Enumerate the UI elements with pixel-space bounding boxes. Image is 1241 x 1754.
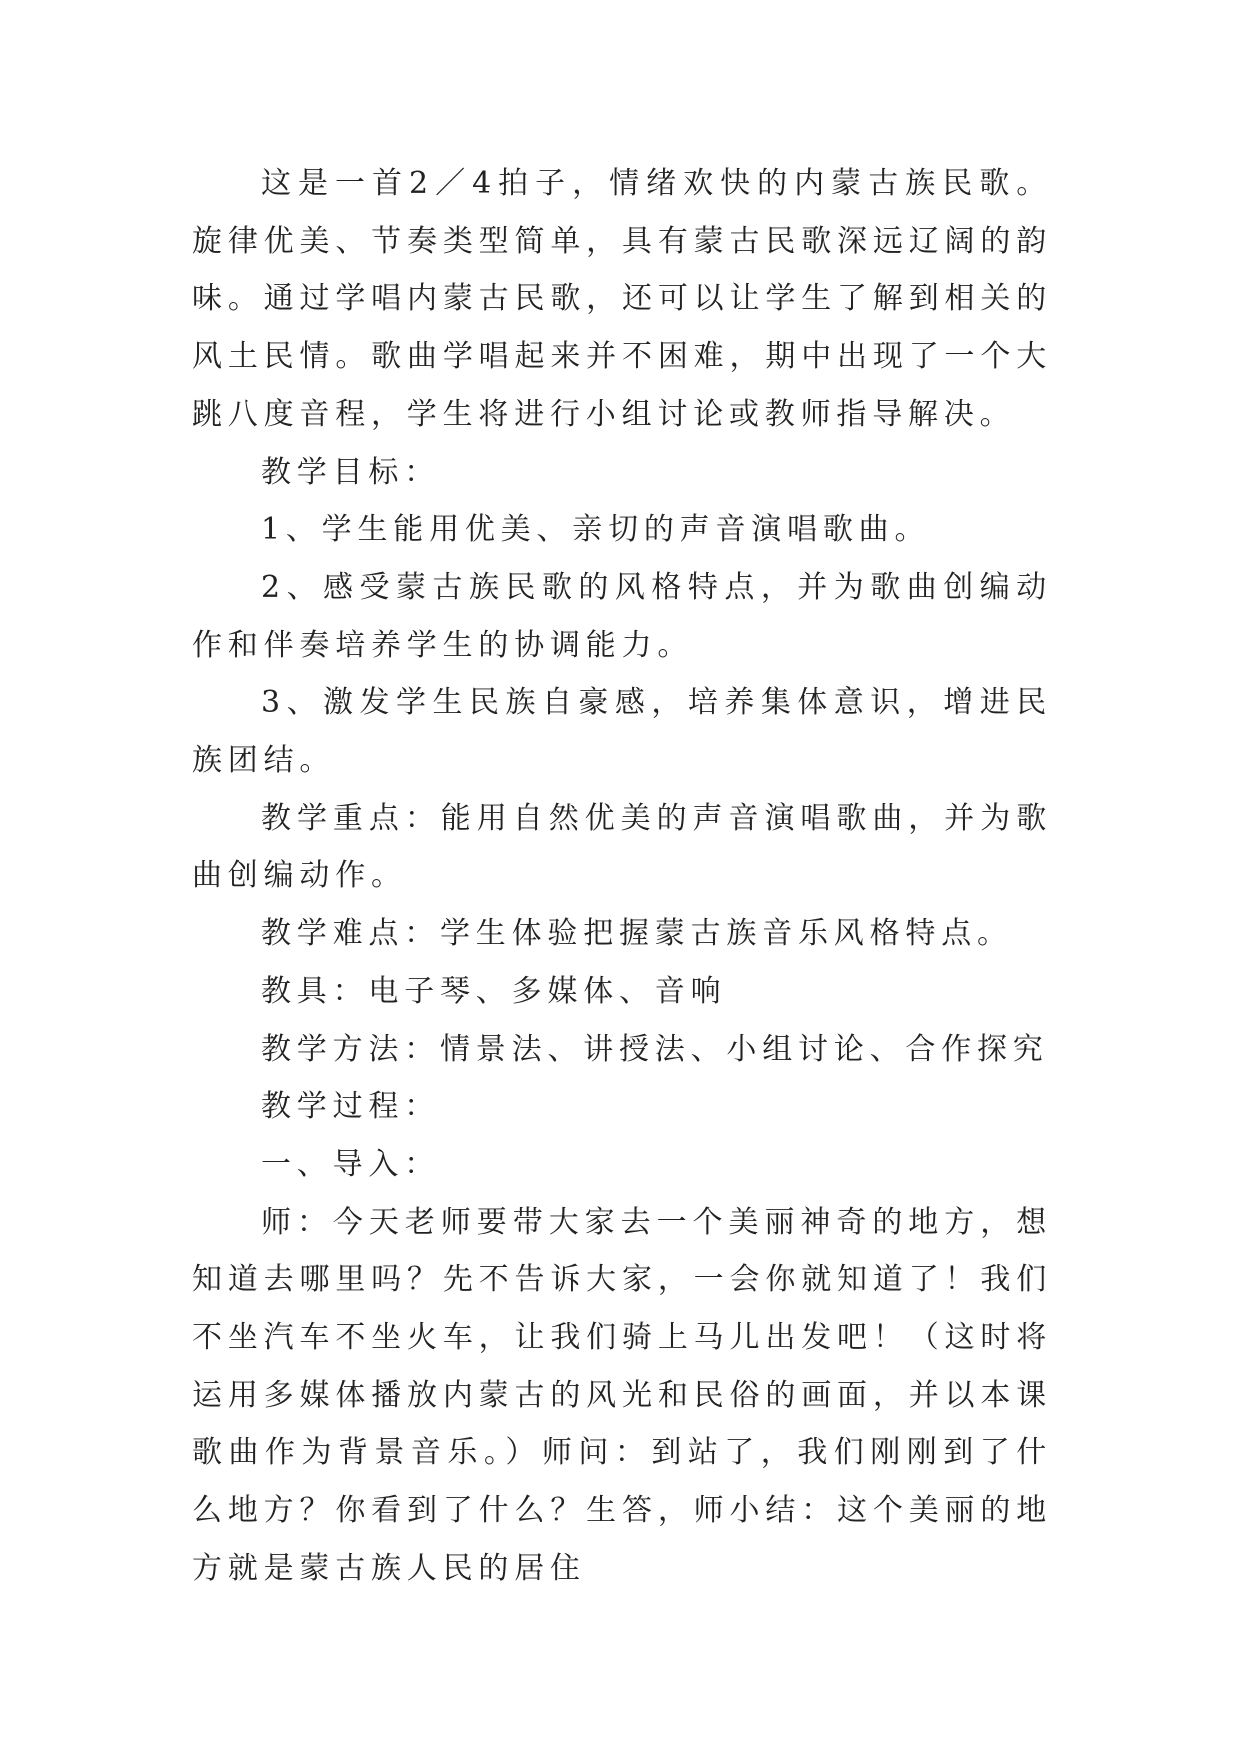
process-heading: 教学过程：	[261, 1089, 440, 1125]
document-body	[192, 155, 1052, 1598]
teacher-dialogue-paragraph: 师：今天老师要带大家去一个美丽神奇的地方，想知道去哪里吗？先不告诉大家，一会你就知道了！我们不坐汽车不坐火车，让我们骑上马儿出发吧！（这时将运用多媒体播放内蒙古的风光和民俗的画面，并以本课歌曲作为背景音乐。）师问：到站了，我们刚刚到了什么地方？你看到了什么？生答，师小结：这个美丽的地方就是蒙古族人民的居住	[192, 1204, 1052, 1586]
objectives-heading: 教学目标：	[261, 454, 440, 490]
difficulties-paragraph: 教学难点：学生体验把握蒙古族音乐风格特点。	[261, 916, 1013, 952]
intro-paragraph: 这是一首2／4拍子，情绪欢快的内蒙古族民歌。旋律优美、节奏类型简单，具有蒙古民歌深远辽阔的韵味。通过学唱内蒙古民歌，还可以让学生了解到相关的风土民情。歌曲学唱起来并不困难，期中出现了一个大跳八度音程，学生将进行小组讨论或教师指导解决。	[192, 166, 1052, 432]
objective-item-1: 1、学生能用优美、亲切的声音演唱歌曲。	[261, 512, 931, 548]
objective-item-3: 3、激发学生民族自豪感，培养集体意识，增进民族团结。	[192, 685, 1052, 779]
section-introduction-heading: 一、导入：	[261, 1146, 440, 1182]
teaching-methods-paragraph: 教学方法：情景法、讲授法、小组讨论、合作探究	[261, 1031, 1049, 1067]
objective-item-2: 2、感受蒙古族民歌的风格特点，并为歌曲创编动作和伴奏培养学生的协调能力。	[192, 569, 1052, 663]
teaching-aids-paragraph: 教具：电子琴、多媒体、音响	[261, 973, 727, 1009]
key-points-paragraph: 教学重点：能用自然优美的声音演唱歌曲，并为歌曲创编动作。	[192, 800, 1052, 894]
